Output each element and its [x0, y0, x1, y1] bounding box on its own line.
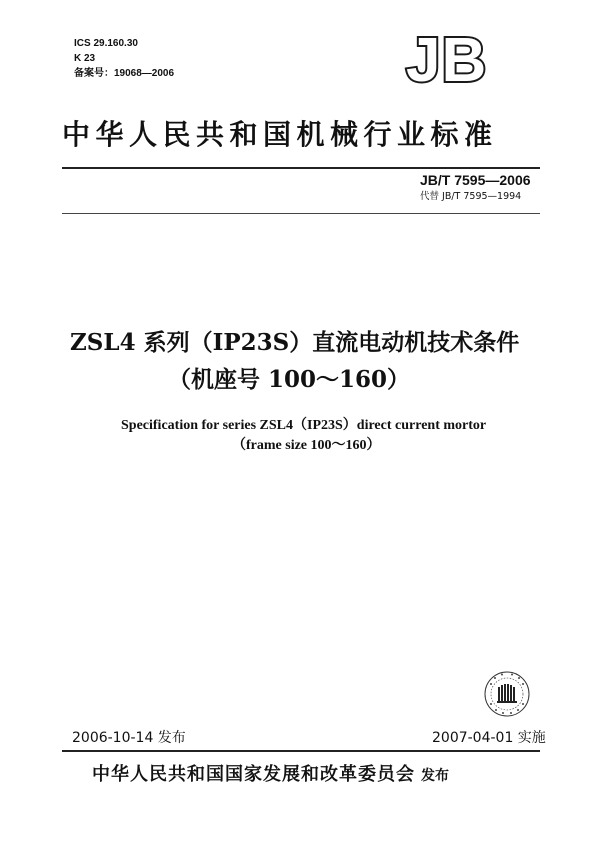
title-chinese-line1: ZSL4 系列（IP23S）直流电动机技术条件: [70, 329, 520, 356]
issue-date: 2006-10-14 发布: [72, 730, 186, 746]
title-english-line1: Specification for series ZSL4（IP23S）direct current mortor: [121, 418, 487, 433]
standard-number: JB/T 7595—2006: [420, 172, 531, 188]
implementation-date: 2007-04-01 实施: [432, 730, 546, 746]
title-chinese-line2: （机座号 100～160）: [168, 366, 411, 393]
standard-type-heading: 中华人民共和国机械行业标准: [62, 118, 498, 151]
title-english-line2: （frame size 100～160）: [232, 438, 381, 453]
top-rule: [62, 167, 540, 169]
issuer-name: 中华人民共和国国家发展和改革委员会: [92, 764, 415, 785]
middle-rule: [62, 213, 540, 214]
record-number: 备案号：19068—2006: [74, 68, 175, 79]
jb-logo: JB: [406, 26, 488, 95]
replaces-standard: 代替 JB/T 7595—1994: [420, 191, 522, 202]
publisher-seal-icon: [483, 670, 531, 718]
ics-code: ICS 29.160.30: [74, 38, 138, 49]
issuing-authority: [92, 764, 449, 787]
classification-code: K 23: [74, 53, 96, 64]
bottom-rule: [62, 750, 540, 752]
issuer-suffix: 发布: [421, 768, 449, 784]
